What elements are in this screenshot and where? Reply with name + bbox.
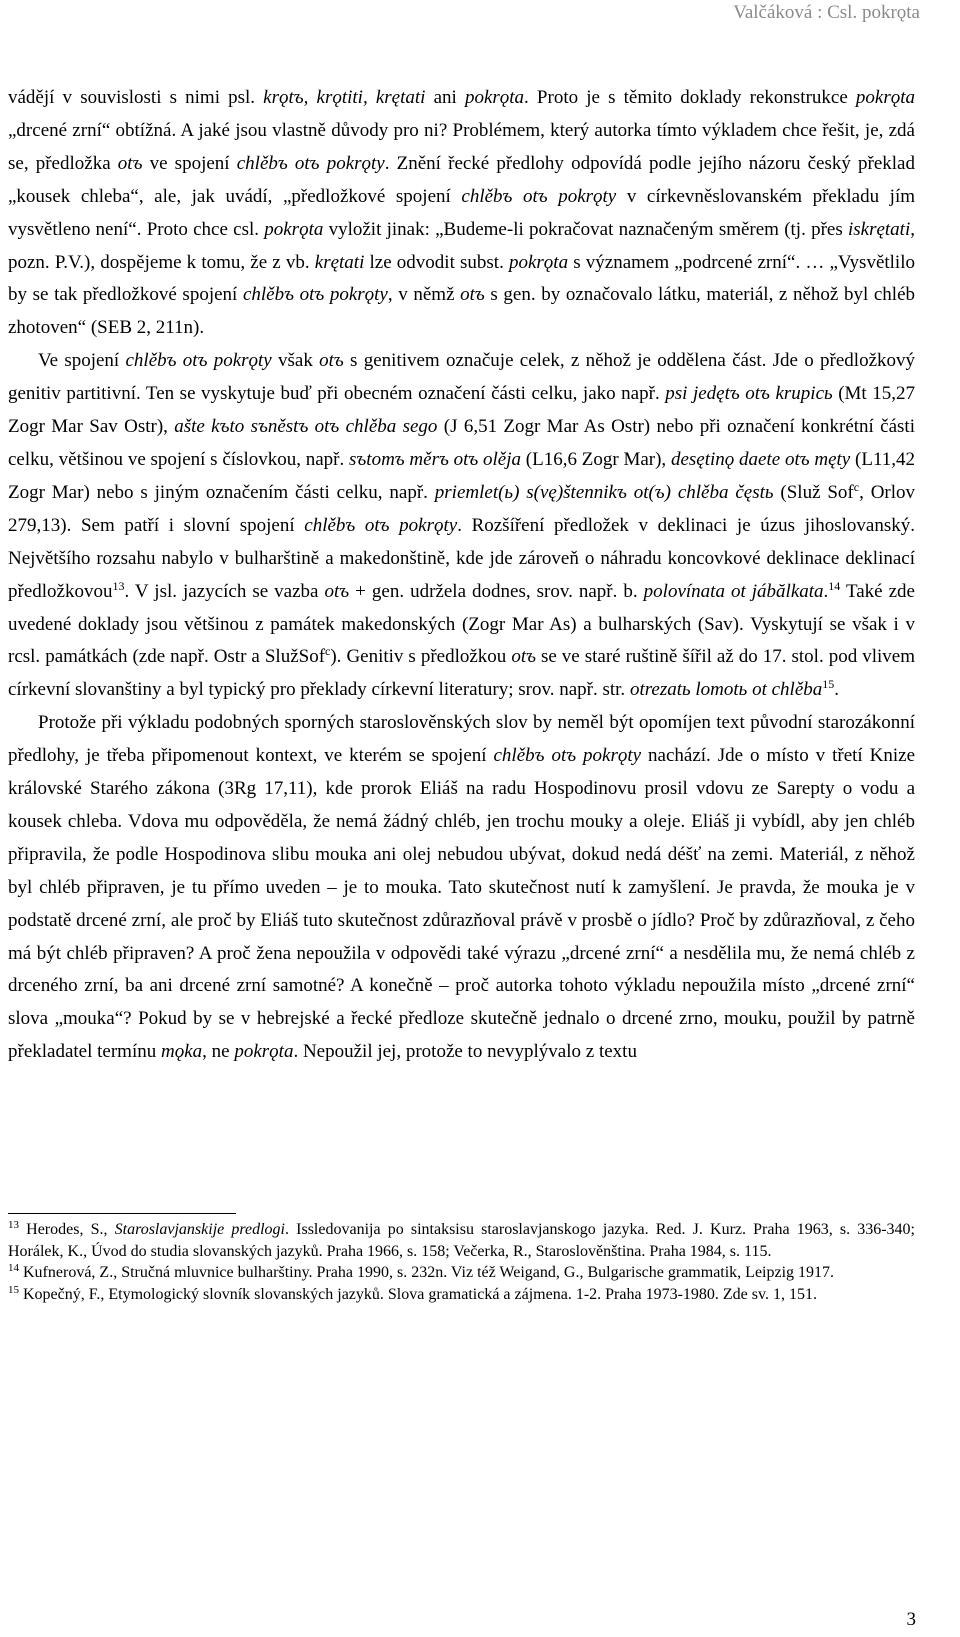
- italic-text: chlěbъ otъ pokrǫty: [493, 745, 642, 767]
- text-run: s gen. by označovalo látku, materiál, z něhož byl chléb zhotoven“ (SEB 2, 211n).: [8, 284, 916, 339]
- text-run: , v němž: [387, 284, 461, 306]
- superscript: c: [325, 644, 331, 659]
- page-number: 3: [906, 1609, 916, 1630]
- text-run: ani: [425, 87, 465, 108]
- text-run: . Proto je s těmito doklady rekonstrukce: [524, 87, 856, 108]
- italic-text: chlěbъ otъ pokrǫty: [304, 514, 458, 536]
- italic-text: priemlet(ь) s(vę)štennikъ ot(ъ) chlěba čęstь: [434, 481, 774, 503]
- italic-text: sъtomъ měrъ otъ olěja: [349, 448, 522, 470]
- italic-text: chlěbъ otъ pokrǫty: [236, 152, 385, 174]
- italic-text: krǫtъ, krǫtiti, krętati: [263, 87, 426, 108]
- footnote: [8, 1284, 915, 1306]
- text-run: se ve staré ruštině šířil až do 17. stol. pod vlivem církevní slovanštiny a byl typický pro překlady církevní literatury; srov. např. str.: [8, 646, 915, 701]
- italic-text: pokrǫta: [234, 1041, 294, 1063]
- text-run: s významem „podrcené zrní“. … „Vysvětlilo by se tak předložkové spojení: [8, 251, 915, 306]
- text-run: .: [834, 679, 840, 701]
- superscript: 13: [112, 578, 125, 593]
- text-run: Protože při výkladu podobných sporných staroslověnských slov by neměl být opomíjen text původní starozákonní předlohy, je třeba připomenout kontext, ve kterém se spojení: [8, 712, 915, 767]
- text-run: . Rozšíření předložek v deklinaci je úzus jihoslovanský. Největšího rozsahu nabylo v bulharštině a makedonštině, kde jde zároveň o náhradu koncovkové deklinace deklinací předložkovou: [8, 514, 915, 602]
- italic-text: otъ: [511, 646, 536, 668]
- italic-text: mǫka: [161, 1041, 203, 1063]
- superscript: 13: [8, 1219, 19, 1231]
- text-run: Kufnerová, Z., Stručná mluvnice bulharštiny. Praha 1990, s. 232n. Viz též Weigand, G., Bulgarische grammatik, Leipzig 1917.: [19, 1264, 835, 1282]
- text-run: Ve spojení: [38, 350, 126, 372]
- text-run: (J 6,51 Zogr Mar As Ostr) nebo při označení konkrétní části celku, většinou ve spojení s číslovkou, např.: [8, 416, 915, 470]
- italic-text: desętinǫ daete otъ męty: [670, 448, 851, 470]
- body-text: [8, 82, 915, 1069]
- text-run: ). Genitiv s předložkou: [330, 646, 512, 668]
- italic-text: otrezatь lomotь ot chlěba: [629, 679, 823, 701]
- text-run: , Orlov 279,13). Sem patří i slovní spojení: [8, 481, 916, 536]
- text-run: (Mt 15,27 Zogr Mar Sav Ostr),: [8, 383, 915, 438]
- text-run: lze odvodit subst.: [364, 251, 509, 273]
- text-run: s genitivem označuje celek, z něhož je oddělena část. Jde o předložkový genitiv partitivní. Ten se vyskytuje buď při obecném označení části celku, jako např.: [8, 350, 916, 405]
- text-run: , ne: [202, 1041, 235, 1063]
- superscript: 14: [828, 578, 841, 593]
- text-run: , pozn. P.V.), dospějeme k tomu, že z vb.: [8, 218, 915, 273]
- italic-text: otъ: [117, 152, 143, 174]
- italic-text: chlěbъ otъ pokrǫty: [461, 185, 617, 207]
- italic-text: polovínata ot jábălkata: [643, 580, 824, 602]
- footnote: [8, 1219, 915, 1262]
- paragraph: [8, 345, 915, 707]
- text-run: (L11,42 Zogr Mar) nebo s jiným označením části celku, např.: [8, 448, 915, 503]
- footnote: [8, 1262, 915, 1284]
- italic-text: iskrętati: [847, 218, 911, 240]
- text-run: „drcené zrní“ obtížná. A jaké jsou vlastně důvody pro ni? Problémem, který autorka tímto výkladem chce řešit, je, zdá se, předložka: [8, 119, 915, 174]
- text-run: nachází. Jde o místo v třetí Knize královské Starého zákona (3Rg 17,11), kde prorok Eliáš na radu Hospodinovu prosil vdovu ze Sarepty o vodu a kousek chleba. Vdova mu odpověděla, že nemá žádný chléb, jen trochu mouky a oleje. Eliáš ji vybídl, aby jen chléb připravila, že podle Hospodinova slibu mouka ani olej nebudou ubývat, dokud nedá déšť na zemi. Materiál, z něhož byl chléb připraven, je tu přímo uveden – je to mouka. Tato skutečnost nutí k zamyšlení. Je pravda, že mouka je v podstatě drcené zrní, ale proč by Eliáš tuto skutečnost zdůrazňoval právě v prosbě o jídlo? Proč by zdůrazňoval, z čeho má být chléb připraven? A proč žena nepoužila v odpovědi také výrazu „drcené zrní“ a nesdělila mu, že nemá chléb z drceného zrní, ba ani drcené zrní samotné? A konečně – proč autorka tohoto výkladu nepoužila místo „drcené zrní“ slova „mouka“? Pokud by se v hebrejské a řecké předloze skutečně jednalo o drcené zrno, mouku, použil by patrně překladatel termínu: [8, 745, 915, 1063]
- italic-text: pokrǫta: [855, 87, 915, 108]
- paragraph: [8, 707, 915, 1069]
- text-run: + gen. udržela dodnes, srov. např. b.: [349, 580, 644, 602]
- italic-text: psi jedętъ otъ krupicь: [665, 383, 833, 405]
- superscript: 15: [8, 1283, 19, 1296]
- text-run: Herodes, S.,: [19, 1221, 115, 1238]
- text-run: . Znění řecké předlohy odpovídá podle jejího názoru český překlad „kousek chleba“, ale, jak uvádí, „předložkové spojení: [8, 152, 915, 207]
- text-run: Kopečný, F., Etymologický slovník slovanských jazyků. Slova gramatická a zájmena. 1-2. Praha 1973-1980. Zde sv. 1, 151.: [19, 1285, 817, 1303]
- text-run: v církevněslovanském překladu jím vysvětleno není“. Proto chce csl.: [8, 185, 915, 240]
- text-run: vyložit jinak: „Budeme-li pokračovat naznačeným směrem (tj. přes: [323, 218, 848, 240]
- italic-text: pokrǫta: [264, 218, 324, 240]
- italic-text: otъ: [324, 580, 350, 602]
- italic-text: chlěbъ otъ pokrǫty: [242, 284, 388, 306]
- italic-text: Staroslavjanskije predlogi: [114, 1221, 286, 1238]
- text-run: .: [823, 580, 829, 602]
- footnotes: [8, 1219, 915, 1305]
- text-run: . Nepoužil jej, protože to nevyplývalo z textu: [293, 1041, 637, 1063]
- text-run: však: [271, 350, 320, 372]
- superscript: c: [853, 479, 860, 494]
- text-run: . V jsl. jazycích se vazba: [124, 580, 325, 602]
- text-run: Také zde uvedené doklady jsou většinou z památek makedonských (Zogr Mar As) a bulharských (Sav). Vyskytují se však i v rcsl. památkách (zde např. Ostr a SlužSof: [8, 580, 915, 668]
- text-run: . Issledovanija po sintaksisu staroslavjanskogo jazyka. Red. J. Kurz. Praha 1963, s. 336-340; Horálek, K., Úvod do studia slovanských jazyků. Praha 1966, s. 158; Večerka, R., Staroslověnština. Praha 1984, s. 115.: [8, 1221, 915, 1260]
- italic-text: pokrǫta: [464, 87, 525, 108]
- italic-text: krętati: [314, 251, 365, 273]
- paragraph: [8, 82, 915, 345]
- italic-text: chlěbъ otъ pokrǫty: [125, 350, 272, 372]
- text-run: (L16,6 Zogr Mar),: [521, 448, 671, 470]
- text-run: (Služ Sof: [773, 481, 854, 503]
- italic-text: otъ: [460, 284, 485, 306]
- italic-text: otъ: [319, 350, 344, 372]
- italic-text: ašte kъto sъněstъ otъ chlěba sego: [174, 416, 438, 438]
- text-run: ve spojení: [142, 152, 237, 174]
- superscript: 14: [8, 1262, 19, 1275]
- superscript: 15: [822, 677, 835, 692]
- italic-text: pokrǫta: [508, 251, 569, 273]
- text-run: vádějí v souvislosti s nimi psl.: [8, 87, 264, 108]
- footnote-rule: [8, 1213, 236, 1214]
- running-head: Valčáková : Csl. pokrǫta: [733, 2, 920, 23]
